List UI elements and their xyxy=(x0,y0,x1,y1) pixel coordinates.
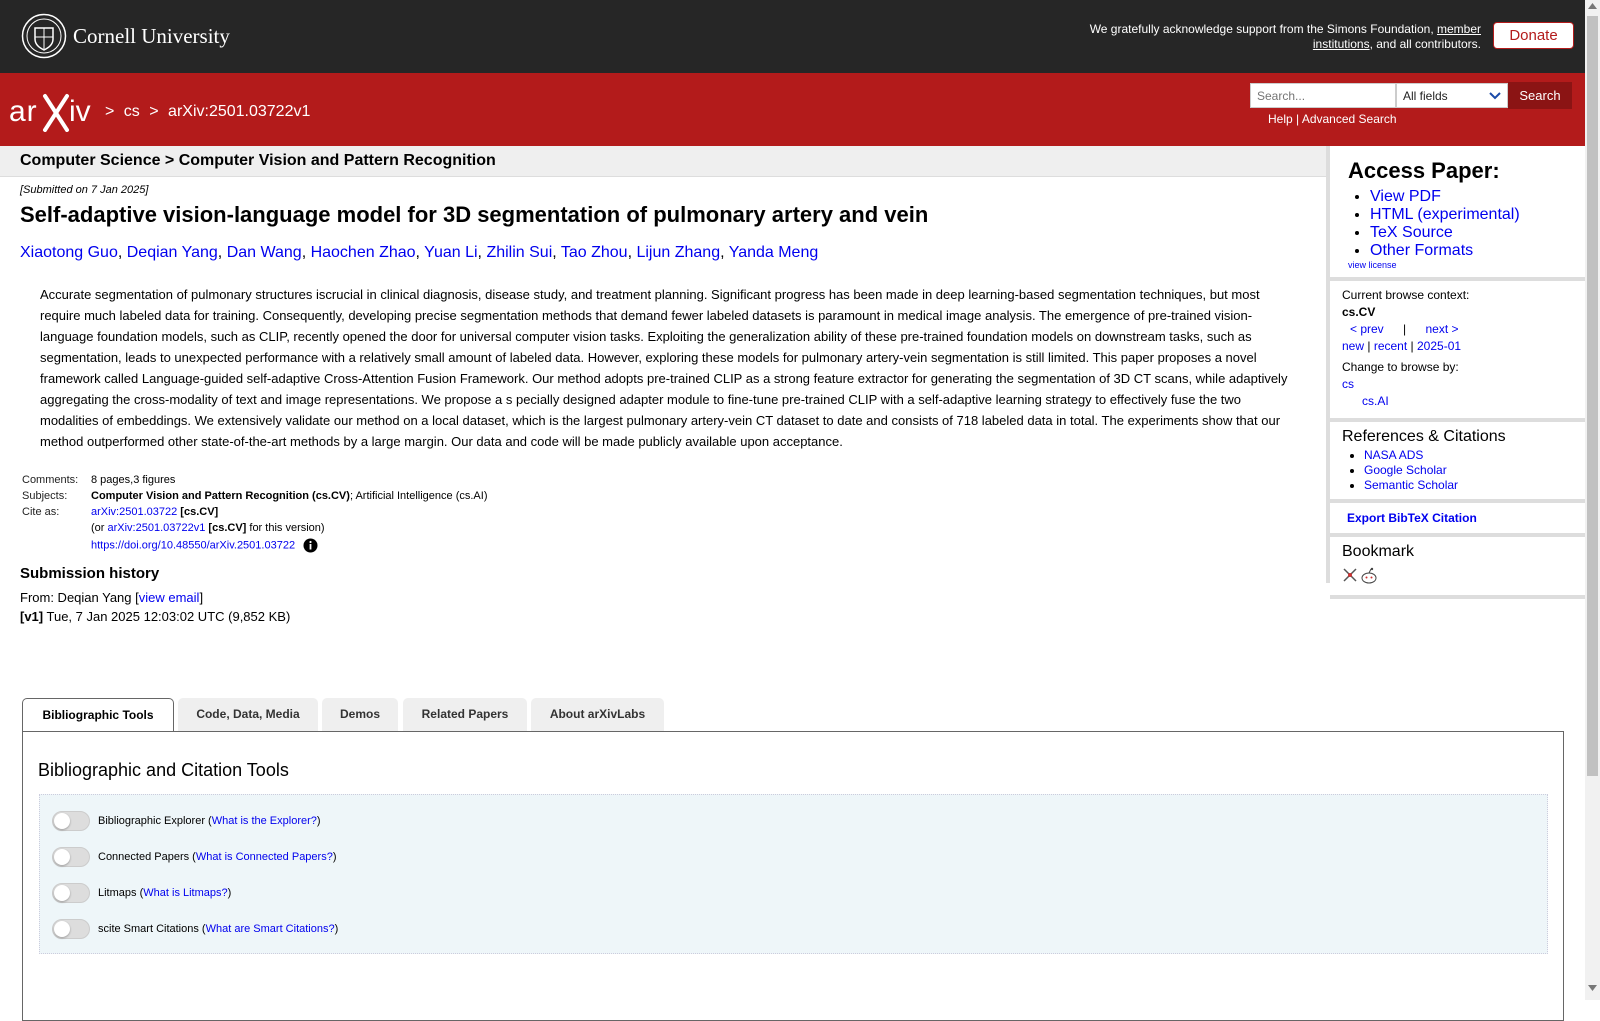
author-link[interactable]: Lijun Zhang xyxy=(636,244,721,261)
paper-title: Self-adaptive vision-language model for 3D segmentation of pulmonary artery and vein xyxy=(20,202,929,227)
scite-toggle[interactable] xyxy=(52,919,90,939)
tools-panel-heading: Bibliographic and Citation Tools xyxy=(38,760,289,780)
browse-nav: < prev | next > xyxy=(1350,322,1459,336)
svg-text:ar: ar xyxy=(9,95,38,128)
connected-papers-toggle[interactable] xyxy=(52,847,90,867)
tools-panel xyxy=(22,731,1564,1021)
view-email-link[interactable]: view email xyxy=(138,590,200,605)
view-pdf-link[interactable]: View PDF xyxy=(1370,188,1441,205)
subjects-value: Computer Vision and Pattern Recognition (cs.CV); Artificial Intelligence (cs.AI) xyxy=(91,490,488,502)
bibsonomy-icon[interactable] xyxy=(1342,567,1358,583)
tool-bibliographic-explorer: Bibliographic Explorer ( What is the Explorer? ) xyxy=(52,811,321,831)
references-box xyxy=(1330,422,1585,503)
tab-about-arxivlabs[interactable]: About arXivLabs xyxy=(531,698,664,731)
next-link[interactable]: next > xyxy=(1425,322,1459,336)
svg-text:iv: iv xyxy=(69,95,91,128)
author-link[interactable]: Xiaotong Guo xyxy=(20,244,118,261)
browse-context-value: cs.CV xyxy=(1342,305,1376,319)
submitted-date: [Submitted on 7 Jan 2025] xyxy=(20,184,149,196)
member-institutions-link[interactable]: member institutions xyxy=(1312,22,1481,51)
donate-button[interactable]: Donate xyxy=(1493,22,1574,49)
access-paper-heading: Access Paper: xyxy=(1348,158,1500,183)
tab-related-papers[interactable]: Related Papers xyxy=(403,698,527,731)
doi-link[interactable]: https://doi.org/10.48550/arXiv.2501.03722 xyxy=(91,539,296,552)
list-item xyxy=(1370,188,1585,206)
page-scrollbar[interactable] xyxy=(1585,0,1600,1000)
browse-cs-link[interactable]: cs xyxy=(1342,377,1354,391)
list-item xyxy=(1370,242,1585,260)
new-link[interactable]: new xyxy=(1342,339,1365,353)
table-row xyxy=(20,536,490,555)
cite-label: Cite as: xyxy=(22,506,60,518)
version-cite: (or arXiv:2501.03722v1 [cs.CV] for this version) xyxy=(91,522,325,534)
access-paper-box xyxy=(1330,146,1585,281)
list-item xyxy=(1364,478,1585,493)
scroll-down-icon[interactable] xyxy=(1588,985,1597,991)
other-formats-link[interactable]: Other Formats xyxy=(1370,242,1474,259)
cite-id-link[interactable]: arXiv:2501.03722 xyxy=(91,506,178,518)
bookmark-heading: Bookmark xyxy=(1342,543,1415,560)
month-link[interactable]: 2025-01 xyxy=(1417,339,1462,353)
references-links xyxy=(1342,448,1585,493)
export-bibtex-link[interactable]: Export BibTeX Citation xyxy=(1347,511,1477,525)
category-band xyxy=(0,146,1326,177)
view-license-link[interactable]: view license xyxy=(1348,260,1397,270)
list-item xyxy=(1370,224,1585,242)
tab-bibliographic-tools[interactable]: Bibliographic Tools xyxy=(22,698,174,733)
abstract: Accurate segmentation of pulmonary structures iscrucial in clinical diagnosis, disease study, and treatment planning. Significant progress has been made in deep learning-based segmentation techniques, but most require much labeled data for training. Consequently, developing precise segmentation methods that demand fewer labeled datasets is paramount in medical image analysis. The emergence of pre-trained vision-language foundation models, such as CLIP, recently opened the door for universal computer vision tasks. Exploiting the generalization ability of these pre-trained foundation models on downstream tasks, such as segmentation, leads to unexpected performance with a relatively small amount of labeled data. However, exploring these models for pulmonary artery-vein segmentation is still limited. This paper proposes a novel framework called Language-guided self-adaptive Cross-Attention Fusion Framework. Our method adopts pre-trained CLIP as a strong feature extractor for generating the segmentation of 3D CT scans, while adaptively aggregating the cross-modality of text and image representations. We propose a s pecially designed adapter module to fine-tune pre-trained CLIP with a self-adaptive learning strategy to effectively fuse the two modalities of embeddings. We extensively validate our method on a local dataset, which is the largest pulmonary artery-vein CT dataset to date and consists of 718 labeled data in total. The experiments show that our method outperformed other state-of-the-art methods by a large margin. Our data and code will be made publicly available upon acceptance. xyxy=(40,287,1288,449)
tool-litmaps: Litmaps ( What is Litmaps? ) xyxy=(52,883,231,903)
comments-label: Comments: xyxy=(22,474,79,486)
table-row xyxy=(20,504,490,520)
google-scholar-link[interactable]: Google Scholar xyxy=(1364,463,1447,477)
browse-context-box xyxy=(1330,281,1585,422)
table-row xyxy=(20,488,490,504)
author-link[interactable]: Deqian Yang xyxy=(126,244,218,261)
author-link[interactable]: Zhilin Sui xyxy=(486,244,553,261)
search-input[interactable] xyxy=(1250,83,1396,108)
browse-csai-link[interactable]: cs.AI xyxy=(1362,394,1389,408)
search-button[interactable]: Search xyxy=(1508,82,1572,109)
prev-link[interactable]: < prev xyxy=(1350,322,1384,336)
category-path: Computer Science > Computer Vision and Pattern Recognition xyxy=(20,152,496,169)
version-v1: [v1] Tue, 7 Jan 2025 12:03:02 UTC (9,852 KB) xyxy=(20,609,291,624)
author-link[interactable]: Yanda Meng xyxy=(728,244,819,261)
export-box xyxy=(1330,503,1585,537)
info-icon[interactable] xyxy=(303,538,318,553)
cornell-name: Cornell University xyxy=(73,23,230,48)
version-id-link[interactable]: arXiv:2501.03722v1 xyxy=(107,522,206,534)
metadata-table xyxy=(20,472,490,555)
arxiv-logo-icon[interactable] xyxy=(9,92,99,132)
submission-history-heading: Submission history xyxy=(20,565,160,582)
references-heading: References & Citations xyxy=(1342,428,1506,445)
author-link[interactable]: Dan Wang xyxy=(226,244,302,261)
recent-link[interactable]: recent xyxy=(1373,339,1408,353)
tool-connected-papers: Connected Papers ( What is Connected Papers? ) xyxy=(52,847,337,867)
bibliographic-explorer-toggle[interactable] xyxy=(52,811,90,831)
bookmark-box xyxy=(1330,537,1585,599)
what-is-connected-papers-link[interactable]: What is Connected Papers? xyxy=(195,851,333,863)
top-banner xyxy=(0,0,1585,73)
paper-main xyxy=(20,180,1310,626)
cornell-seal-icon xyxy=(21,13,67,59)
what-is-explorer-link[interactable]: What is the Explorer? xyxy=(211,815,317,827)
tab-code-data-media[interactable]: Code, Data, Media xyxy=(178,698,318,731)
doi-row xyxy=(89,536,490,555)
advanced-search-link[interactable]: Advanced Search xyxy=(1301,112,1397,126)
semantic-scholar-link[interactable]: Semantic Scholar xyxy=(1364,478,1459,492)
comments-value: 8 pages,3 figures xyxy=(91,474,176,486)
scroll-up-icon[interactable] xyxy=(1588,3,1597,9)
cornell-logo[interactable] xyxy=(21,13,230,59)
search-field-select[interactable]: All fields xyxy=(1396,83,1508,108)
tool-scite: scite Smart Citations ( What are Smart Citations? ) xyxy=(52,919,338,939)
browse-context-label: Current browse context: xyxy=(1342,288,1470,302)
reddit-icon[interactable] xyxy=(1360,567,1378,585)
author-link[interactable]: Yuan Li xyxy=(424,244,478,261)
nasa-ads-link[interactable]: NASA ADS xyxy=(1364,448,1424,462)
help-link[interactable]: Help xyxy=(1268,112,1293,126)
author-link[interactable]: Tao Zhou xyxy=(560,244,628,261)
subjects-label: Subjects: xyxy=(22,490,68,502)
arxiv-header xyxy=(0,73,1585,146)
cite-value: arXiv:2501.03722 [cs.CV] xyxy=(91,506,219,518)
scrollbar-thumb[interactable] xyxy=(1587,16,1598,776)
tab-demos[interactable]: Demos xyxy=(322,698,398,731)
author-link[interactable]: Haochen Zhao xyxy=(310,244,416,261)
access-links xyxy=(1342,188,1585,260)
table-row xyxy=(20,520,490,536)
list-item xyxy=(1364,463,1585,478)
browse-lists: new | recent | 2025-01 xyxy=(1342,339,1462,353)
breadcrumb: > cs > arXiv:2501.03722v1 xyxy=(105,103,311,120)
breadcrumb-cs[interactable]: cs xyxy=(123,103,140,120)
list-item xyxy=(1370,206,1585,224)
what-is-litmaps-link[interactable]: What is Litmaps? xyxy=(143,887,228,899)
html-link[interactable]: HTML (experimental) xyxy=(1370,206,1520,223)
submitter: From: Deqian Yang [view email] xyxy=(20,590,204,605)
right-sidebar xyxy=(1326,146,1585,583)
tools-box xyxy=(39,794,1548,954)
breadcrumb-paper-id: arXiv:2501.03722v1 xyxy=(168,103,311,120)
what-are-smart-citations-link[interactable]: What are Smart Citations? xyxy=(205,923,335,935)
chevron-down-icon xyxy=(1489,92,1501,100)
search-help-links: Help | Advanced Search xyxy=(1268,112,1397,126)
support-acknowledgement: We gratefully acknowledge support from the Simons Foundation, member institutions, and all contributors. xyxy=(1089,22,1481,51)
author-list: Xiaotong Guo, Deqian Yang, Dan Wang, Haochen Zhao, Yuan Li, Zhilin Sui, Tao Zhou, Lijun Zhang, Yanda Meng xyxy=(20,244,819,261)
table-row xyxy=(20,472,490,488)
change-browse-label: Change to browse by: xyxy=(1342,360,1459,374)
submission-history xyxy=(20,588,1310,626)
tex-source-link[interactable]: TeX Source xyxy=(1370,224,1453,241)
litmaps-toggle[interactable] xyxy=(52,883,90,903)
list-item xyxy=(1364,448,1585,463)
